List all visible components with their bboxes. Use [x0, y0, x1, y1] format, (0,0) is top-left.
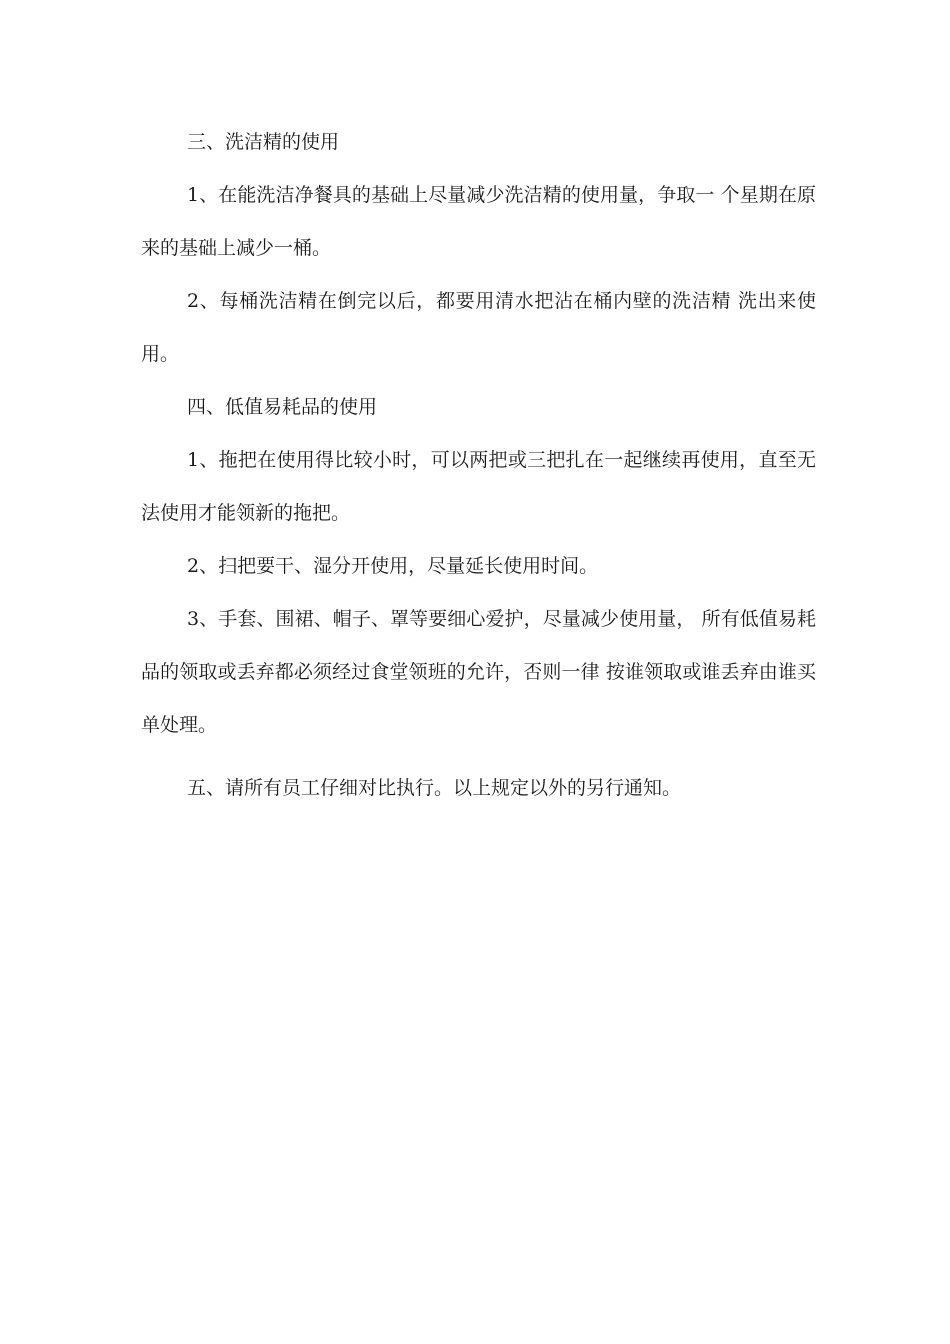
paragraph-consumables-3: 3、手套、围裙、帽子、罩等要细心爱护，尽量减少使用量， 所有低值易耗品的领取或丢弃都必须经过食堂领班的允许，否则一律 按谁领取或谁丢弃由谁买单处理。: [141, 608, 816, 736]
document-body: [141, 116, 816, 815]
section-heading-consumables: 四、低值易耗品的使用: [187, 396, 378, 418]
section-heading-closing: 五、请所有员工仔细对比执行。以上规定以外的另行通知。: [187, 777, 682, 799]
paragraph-detergent-1: 1、在能洗洁净餐具的基础上尽量减少洗洁精的使用量，争取一 个星期在原来的基础上减少一桶。: [141, 184, 816, 259]
paragraph-consumables-1: 1、拖把在使用得比较小时，可以两把或三把扎在一起继续再使用，直至无法使用才能领新的拖把。: [141, 449, 816, 524]
paragraph-consumables-2: 2、扫把要干、湿分开使用，尽量延长使用时间。: [187, 555, 599, 577]
section-heading-detergent: 三、洗洁精的使用: [187, 131, 340, 153]
paragraph-detergent-2: 2、每桶洗洁精在倒完以后，都要用清水把沾在桶内壁的洗洁精 洗出来使用。: [141, 290, 816, 365]
